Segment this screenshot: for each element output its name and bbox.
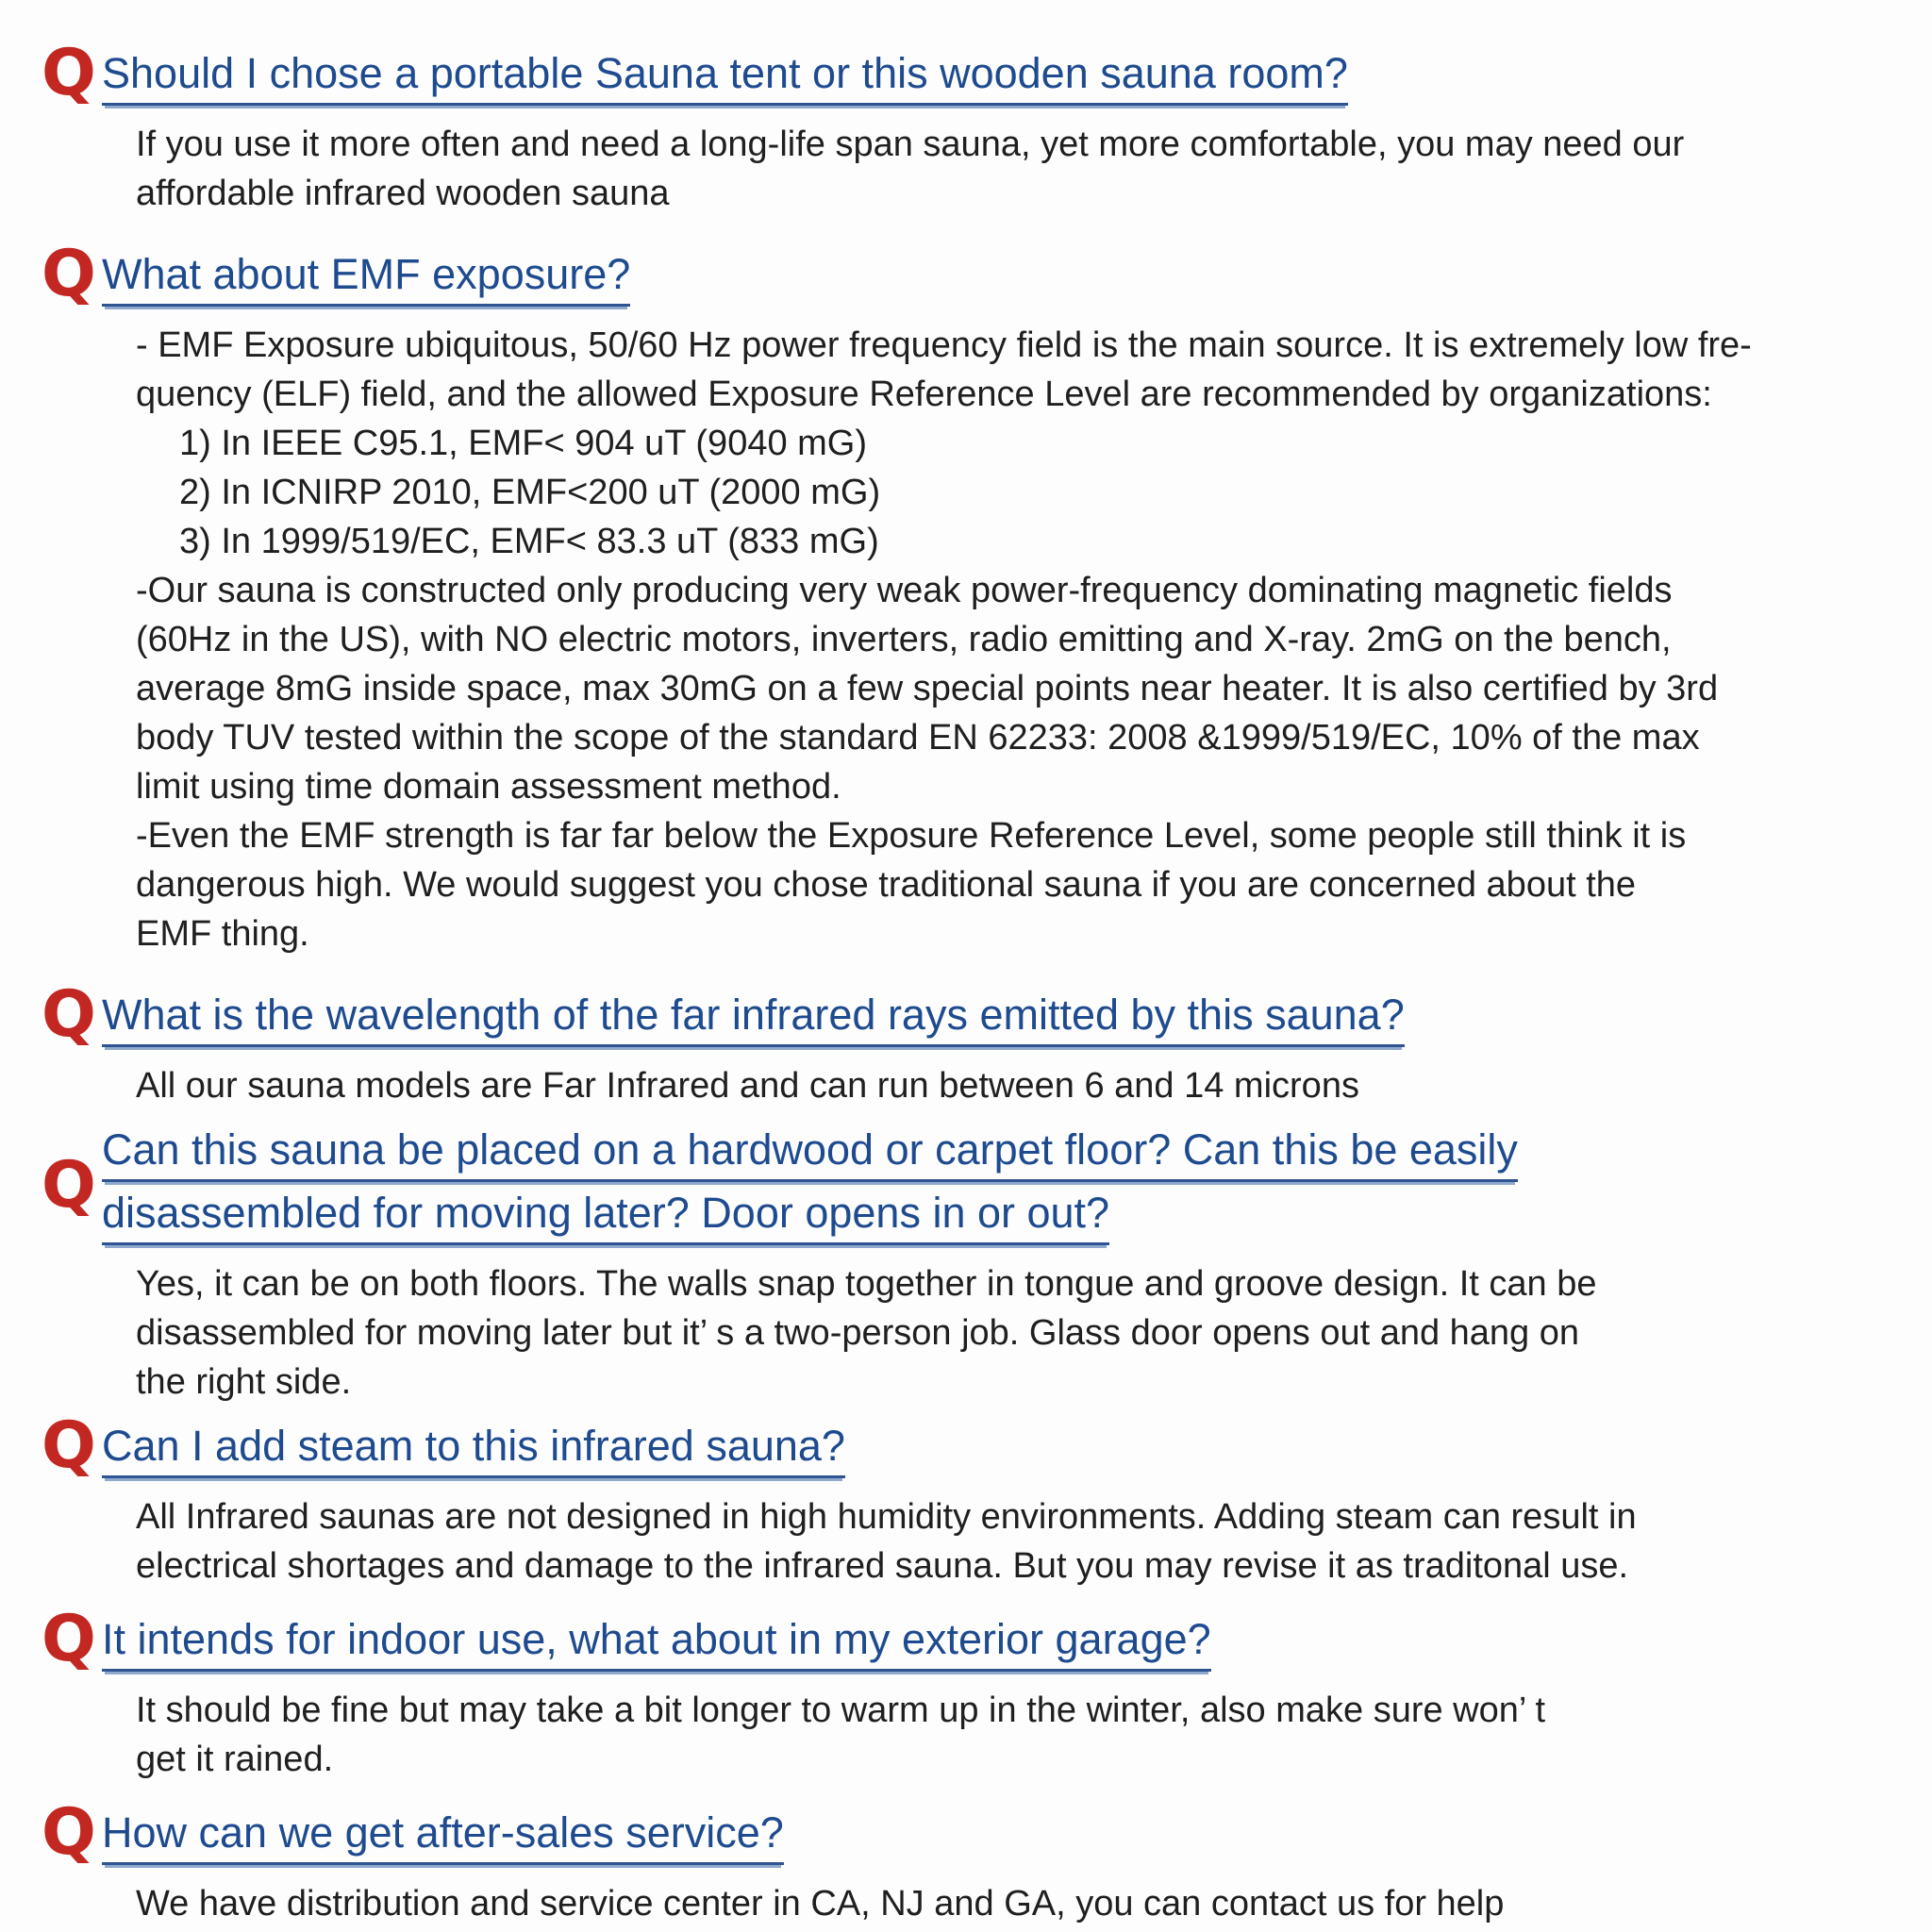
answer-line: -Even the EMF strength is far far below the Exposure Reference Level, some people still think it is — [136, 816, 1687, 856]
answer — [102, 1061, 1875, 1110]
question-line[interactable]: It intends for indoor use, what about in my exterior garage? — [102, 1615, 1211, 1672]
answer-line: It should be fine but may take a bit longer to warm up in the winter, also make sure won’ t — [136, 1690, 1546, 1730]
answer-line: electrical shortages and damage to the infrared sauna. But you may revise it as traditonal use. — [136, 1546, 1629, 1586]
answer-line: get it rained. — [136, 1740, 334, 1779]
faq-question-link[interactable] — [102, 1808, 1875, 1872]
answer-line: All Infrared saunas are not designed in high humidity environments. Adding steam can result in — [136, 1497, 1637, 1537]
answer-line: the right side. — [136, 1362, 352, 1402]
answer-line: limit using time domain assessment method. — [136, 767, 841, 807]
answer — [102, 1686, 1875, 1784]
answer-line: 3) In 1999/519/EC, EMF< 83.3 uT (833 mG) — [179, 522, 879, 561]
faq-item — [42, 1408, 1875, 1591]
answer-line: - EMF Exposure ubiquitous, 50/60 Hz power frequency field is the main source. It is extremely low fre- — [136, 325, 1752, 365]
q-icon: Q — [42, 1148, 96, 1223]
q-icon: Q — [42, 1602, 96, 1676]
answer-line: dangerous high. We would suggest you chose traditional sauna if you are concerned about the — [136, 865, 1637, 905]
question-line[interactable]: disassembled for moving later? Door opens in or out? — [102, 1189, 1109, 1245]
answer-line: affordable infrared wooden sauna — [136, 174, 670, 213]
faq-question-link[interactable] — [102, 1125, 1875, 1252]
question-line[interactable]: Can I add steam to this infrared sauna? — [102, 1422, 845, 1478]
faq-question-link[interactable] — [102, 991, 1875, 1054]
question-line[interactable]: What is the wavelength of the far infrared rays emitted by this sauna? — [102, 991, 1405, 1047]
faq-item — [42, 1125, 1875, 1407]
faq-item — [42, 36, 1875, 218]
answer-line: -Our sauna is constructed only producing very weak power-frequency dominating magnetic fields — [136, 571, 1673, 610]
faq-list — [42, 36, 1875, 1928]
faq-item — [42, 237, 1875, 958]
faq-question-link[interactable] — [102, 250, 1875, 313]
q-icon: Q — [42, 237, 96, 311]
question-line[interactable]: How can we get after-sales service? — [102, 1808, 784, 1865]
question-line[interactable]: Can this sauna be placed on a hardwood or carpet floor? Can this be easily — [102, 1125, 1518, 1182]
question-line[interactable]: What about EMF exposure? — [102, 250, 630, 307]
answer-line: We have distribution and service center in CA, NJ and GA, you can contact us for help — [136, 1884, 1505, 1924]
answer-line: Yes, it can be on both floors. The walls snap together in tongue and groove design. It can be — [136, 1264, 1597, 1304]
q-icon: Q — [42, 36, 96, 110]
answer-line: EMF thing. — [136, 914, 309, 954]
faq-question-link[interactable] — [102, 1615, 1875, 1678]
faq-question-link[interactable] — [102, 49, 1875, 112]
answer-line: 2) In ICNIRP 2010, EMF<200 uT (2000 mG) — [179, 473, 881, 512]
q-icon: Q — [42, 1795, 96, 1870]
faq-item — [42, 977, 1875, 1110]
answer — [102, 1492, 1875, 1591]
answer-line: 1) In IEEE C95.1, EMF< 904 uT (9040 mG) — [179, 424, 868, 463]
answer-line: All our sauna models are Far Infrared and can run between 6 and 14 microns — [136, 1066, 1359, 1106]
question-line[interactable]: Should I chose a portable Sauna tent or this wooden sauna room? — [102, 49, 1348, 106]
answer-line: body TUV tested within the scope of the standard EN 62233: 2008 &1999/519/EC, 10% of the max — [136, 718, 1700, 758]
q-icon: Q — [42, 977, 96, 1052]
answer — [102, 120, 1875, 218]
answer-line: (60Hz in the US), with NO electric motors, inverters, radio emitting and X-ray. 2mG on the bench, — [136, 620, 1672, 659]
answer-line: average 8mG inside space, max 30mG on a few special points near heater. It is also certified by 3rd — [136, 669, 1719, 708]
answer-line: disassembled for moving later but it’ s a two-person job. Glass door opens out and hang on — [136, 1313, 1580, 1353]
answer-line: quency (ELF) field, and the allowed Exposure Reference Level are recommended by organizations: — [136, 375, 1712, 414]
answer — [102, 1879, 1875, 1928]
answer — [102, 1259, 1875, 1407]
faq-question-link[interactable] — [102, 1422, 1875, 1485]
q-icon: Q — [42, 1408, 96, 1483]
faq-item — [42, 1795, 1875, 1928]
faq-item — [42, 1602, 1875, 1784]
answer — [102, 321, 1875, 958]
answer-line: If you use it more often and need a long-life span sauna, yet more comfortable, you may need our — [136, 125, 1685, 164]
